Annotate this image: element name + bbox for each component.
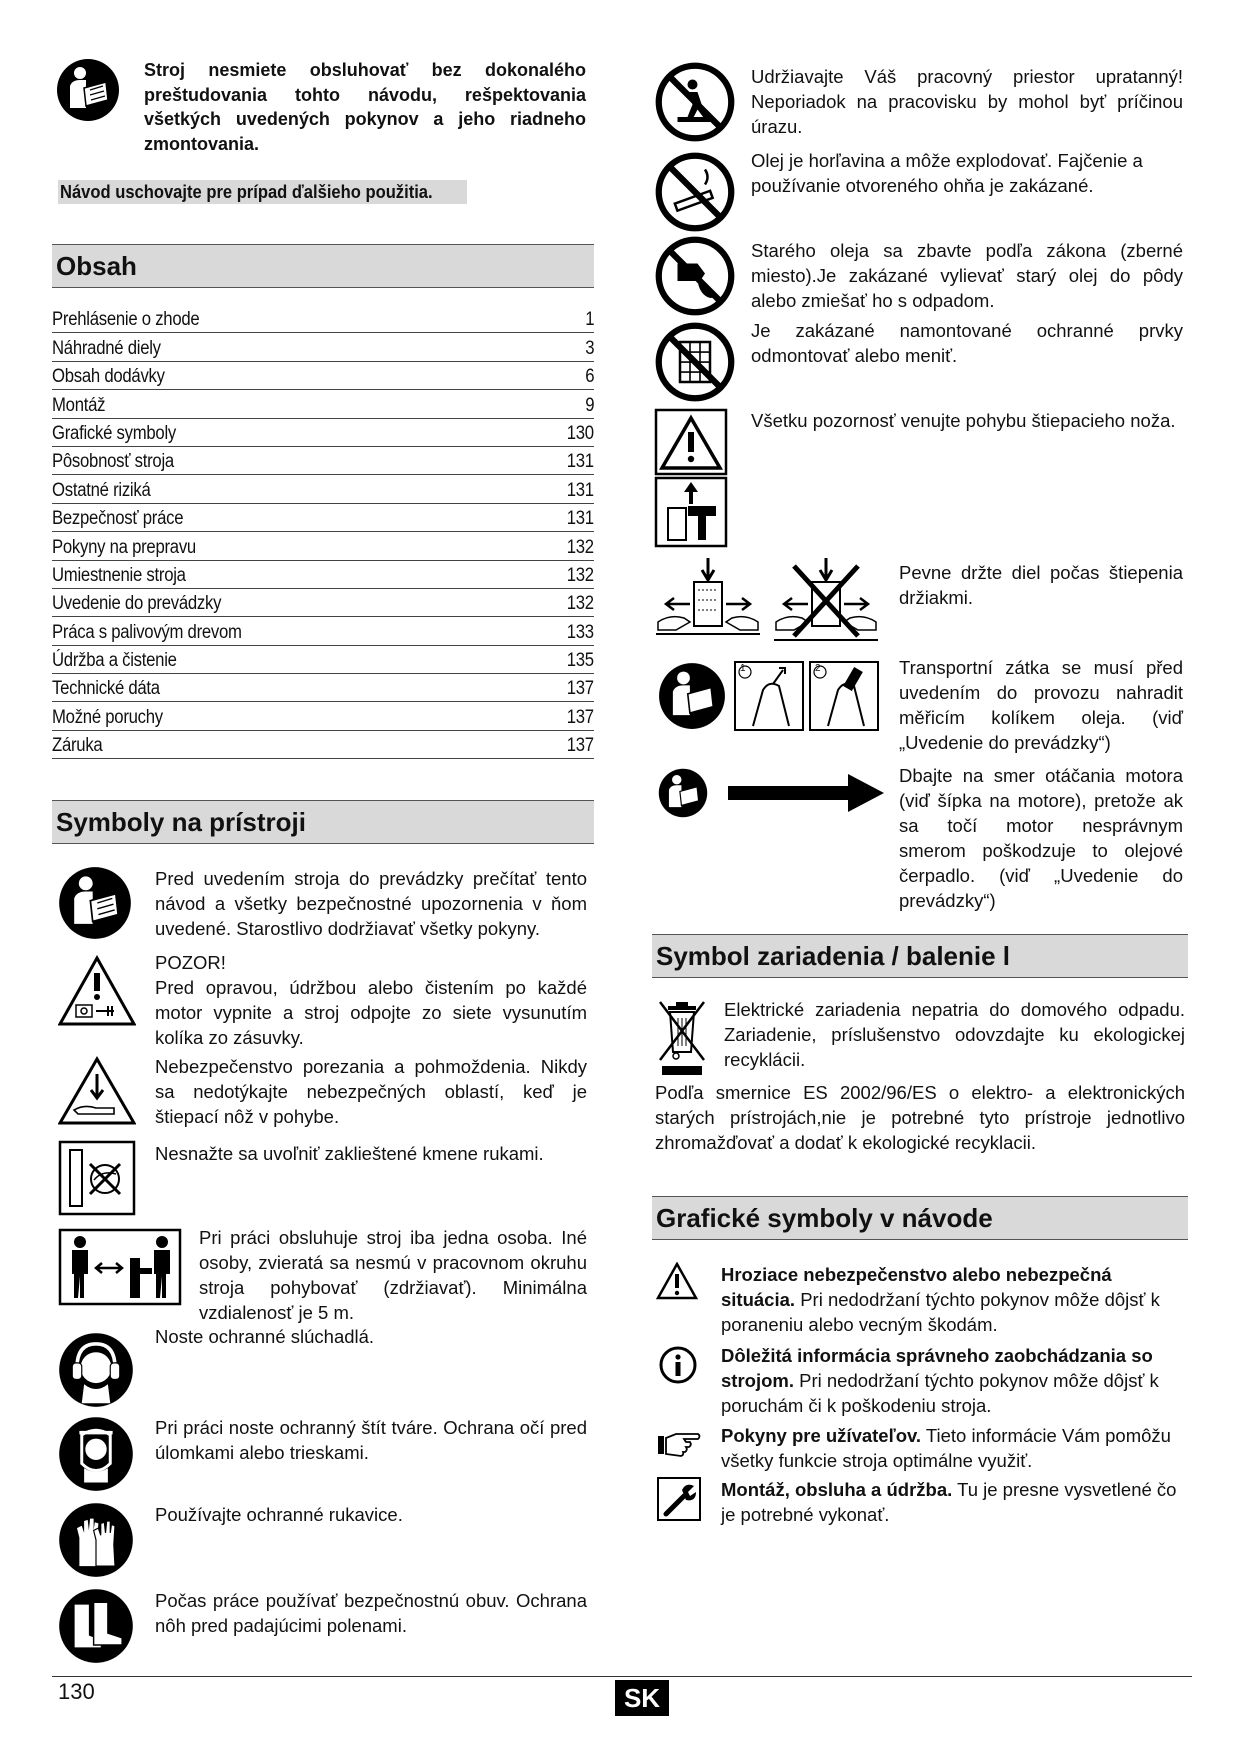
toc-row[interactable] bbox=[52, 333, 594, 361]
toc-row[interactable] bbox=[52, 731, 594, 759]
old-oil-text bbox=[751, 238, 1183, 313]
toc-item-label: Práca s palivovým drevom bbox=[52, 621, 242, 643]
read-manual-icon bbox=[58, 866, 132, 940]
toc-item-page: 132 bbox=[566, 536, 594, 558]
toc-row[interactable] bbox=[52, 674, 594, 702]
toc-item-page: 132 bbox=[566, 564, 594, 586]
safety-boots-icon bbox=[58, 1588, 134, 1664]
guards-label: Je zakázané namontované ochranné prvky odmontovať alebo meniť. bbox=[751, 320, 1183, 366]
toc-row[interactable] bbox=[52, 504, 594, 532]
cut-hazard-text bbox=[155, 1054, 587, 1129]
face-shield-text bbox=[155, 1415, 587, 1465]
toc-title: Obsah bbox=[56, 251, 137, 281]
user-entry bbox=[721, 1423, 1185, 1473]
toc-list bbox=[52, 305, 594, 759]
toc-item-page: 135 bbox=[566, 650, 594, 672]
ear-protection-label: Noste ochranné slúchadlá. bbox=[155, 1326, 375, 1347]
intro-warning bbox=[144, 58, 586, 156]
stuck-logs-label: Nesnažte sa uvoľniť zaklieštené kmene rukami. bbox=[155, 1143, 544, 1164]
page-number-text: 130 bbox=[58, 1679, 95, 1704]
face-shield-label: Pri práci noste ochranný štít tváre. Ochrana očí pred úlomkami alebo trieskami. bbox=[155, 1417, 587, 1463]
ear-protection-text bbox=[155, 1324, 587, 1349]
toc-item-label: Technické dáta bbox=[52, 678, 160, 700]
toc-item-label: Obsah dodávky bbox=[52, 366, 165, 388]
caution-text bbox=[155, 975, 587, 1050]
toc-row[interactable] bbox=[52, 617, 594, 645]
ear-protection-icon bbox=[58, 1332, 134, 1408]
tidy-label: Udržiavajte Váš pracovný priestor upratanný! Neporiadok na pracovisku by mohol byť príčinou úrazu. bbox=[751, 66, 1183, 137]
gloves-icon bbox=[58, 1502, 134, 1578]
toc-item-page: 132 bbox=[566, 593, 594, 615]
toc-row[interactable] bbox=[52, 702, 594, 730]
language-badge bbox=[615, 1680, 669, 1716]
language-badge-text: SK bbox=[623, 1683, 661, 1713]
caution-title-label: POZOR! bbox=[155, 952, 226, 973]
toc-item-label: Grafické symboly bbox=[52, 422, 176, 444]
manual-symbols-heading bbox=[652, 1196, 1188, 1240]
motor-direction-text bbox=[899, 763, 1183, 913]
no-hands-stuck-log-icon bbox=[58, 1140, 136, 1216]
motor-direction-label: Dbajte na smer otáčania motora (viď šípka na motore), pretože ak sa točí motor nesprávnym smerom poškodzuje to olejové čerpadlo. (viď „Uvedenie do prevádzky“) bbox=[899, 765, 1183, 911]
gloves-label: Používajte ochranné rukavice. bbox=[155, 1504, 403, 1525]
toc-item-label: Možné poruchy bbox=[52, 706, 163, 728]
toc-item-label: Náhradné diely bbox=[52, 337, 161, 359]
read-manual-icon bbox=[658, 662, 726, 730]
info-bold: Dôležitá informácia správneho zaobchádzania so strojom. bbox=[721, 1345, 1153, 1391]
directive-text bbox=[655, 1080, 1185, 1155]
caution-title bbox=[155, 950, 226, 975]
hold-part-text bbox=[899, 560, 1183, 610]
toc-item-page: 130 bbox=[566, 422, 594, 444]
weee-label: Elektrické zariadenia nepatria do domového odpadu. Zariadenie, príslušenstvo odovzdajte ku ekologickej recyklácii. bbox=[724, 999, 1185, 1070]
old-oil-label: Starého oleja sa zbavte podľa zákona (zberné miesto).Je zakázané vylievať starý olej do pôdy alebo zmiešať ho s odpadom. bbox=[751, 240, 1183, 311]
no-guard-removal-icon bbox=[655, 322, 735, 402]
oil-fire-text bbox=[751, 148, 1183, 198]
toc-row[interactable] bbox=[52, 561, 594, 589]
info-text: Pri nedodržaní týchto pokynov môže dôjsť k poruchám či k poškodeniu stroja. bbox=[721, 1370, 1159, 1416]
user-bold: Pokyny pre užívateľov. bbox=[721, 1425, 922, 1446]
toc-item-page: 137 bbox=[566, 735, 594, 757]
pointing-hand-icon bbox=[656, 1428, 702, 1458]
tidy-text bbox=[751, 64, 1183, 139]
one-person-label: Pri práci obsluhuje stroj iba jedna osoba. Iné osoby, zvieratá sa nesmú v pracovnom okruhu stroja pohybovať (zdržiavať). Minimálna vzdialenosť je 5 m. bbox=[199, 1227, 587, 1323]
packaging-heading bbox=[652, 934, 1188, 978]
toc-row[interactable] bbox=[52, 475, 594, 503]
cut-hazard-icon bbox=[58, 1056, 136, 1126]
toc-item-page: 131 bbox=[566, 479, 594, 501]
toc-item-page: 9 bbox=[584, 394, 594, 416]
caution-text-label: Pred opravou, údržbou alebo čistením po každé motor vypnite a stroj odpojte zo siete vysunutím kolíka zo zásuvky. bbox=[155, 977, 587, 1048]
user-text: Tieto informácie Vám pomôžu všetky funkcie stroja optimálne využiť. bbox=[721, 1425, 1171, 1471]
oil-fire-label: Olej je horľavina a môže explodovať. Fajčenie a používanie otvoreného ohňa je zakázané. bbox=[751, 150, 1143, 196]
toc-item-page: 1 bbox=[584, 309, 594, 331]
packaging-title: Symbol zariadenia / balenie l bbox=[656, 941, 1011, 971]
face-shield-icon bbox=[58, 1416, 134, 1492]
transport-plug-label: Transportní zátka se musí před uvedením do provozu nahradit měřicím kolíkem oleja. (viď „Uvedenie do prevádzky“) bbox=[899, 657, 1183, 753]
toc-item-label: Ostatné riziká bbox=[52, 479, 151, 501]
toc-row[interactable] bbox=[52, 589, 594, 617]
step-1-label: 1 bbox=[740, 663, 746, 674]
toc-item-label: Montáž bbox=[52, 394, 106, 416]
toc-item-label: Pôsobnosť stroja bbox=[52, 451, 174, 473]
assembly-entry bbox=[721, 1477, 1185, 1527]
keep-manual-note bbox=[58, 180, 467, 204]
two-hand-hold-icon bbox=[654, 556, 762, 646]
toc-row[interactable] bbox=[52, 447, 594, 475]
toc-item-label: Pokyny na prepravu bbox=[52, 536, 196, 558]
warning-unplug-icon bbox=[58, 955, 136, 1027]
toc-item-label: Prehlásenie o zhode bbox=[52, 309, 200, 331]
toc-item-page: 137 bbox=[566, 678, 594, 700]
page-number bbox=[58, 1678, 95, 1706]
toc-row[interactable] bbox=[52, 390, 594, 418]
read-manual-text bbox=[155, 866, 587, 941]
rotation-direction-arrow-icon bbox=[726, 772, 886, 814]
read-manual-icon bbox=[56, 58, 120, 122]
hold-part-label: Pevne držte diel počas štiepenia držiakmi. bbox=[899, 562, 1183, 608]
danger-bold: Hroziace nebezpečenstvo alebo nebezpečná situácia. bbox=[721, 1264, 1112, 1310]
boots-label: Počas práce používať bezpečnostnú obuv. Ochrana nôh pred padajúcimi polenami. bbox=[155, 1590, 587, 1636]
info-icon bbox=[659, 1346, 697, 1384]
toc-heading bbox=[52, 244, 594, 288]
wrench-icon bbox=[656, 1476, 702, 1522]
transport-plug-text bbox=[899, 655, 1183, 755]
toc-row[interactable] bbox=[52, 419, 594, 447]
toc-item-label: Bezpečnosť práce bbox=[52, 508, 184, 530]
step-2-label: 2 bbox=[815, 663, 821, 674]
no-clutter-icon bbox=[655, 62, 735, 142]
toc-row[interactable] bbox=[52, 532, 594, 560]
knife-motion-label: Všetku pozornosť venujte pohybu štiepacieho noža. bbox=[751, 410, 1176, 431]
toc-item-page: 3 bbox=[584, 337, 594, 359]
guards-text bbox=[751, 318, 1183, 368]
device-symbols-heading bbox=[52, 800, 594, 844]
knife-motion-text bbox=[751, 408, 1183, 433]
toc-item-label: Uvedenie do prevádzky bbox=[52, 593, 222, 615]
one-operator-icon bbox=[58, 1228, 182, 1306]
knife-motion-warning-icon bbox=[654, 408, 728, 548]
gloves-text bbox=[155, 1502, 587, 1527]
weee-text bbox=[724, 997, 1185, 1072]
directive-label: Podľa smernice ES 2002/96/ES o elektro- a elektronických starých prístrojách,nie je potrebné tyto prístroje jednotlivo zhromažďovať a dodať k ekologické recyklacii. bbox=[655, 1082, 1185, 1153]
boots-text bbox=[155, 1588, 587, 1638]
stuck-logs-text bbox=[155, 1141, 587, 1166]
info-entry bbox=[721, 1343, 1185, 1418]
danger-text: Pri nedodržaní týchto pokynov môže dôjsť k poraneniu alebo vecným škodám. bbox=[721, 1289, 1160, 1335]
toc-item-page: 131 bbox=[566, 451, 594, 473]
danger-entry bbox=[721, 1262, 1185, 1337]
device-symbols-title: Symboly na prístroji bbox=[56, 807, 306, 837]
weee-bin-icon bbox=[656, 996, 708, 1078]
toc-row[interactable] bbox=[52, 646, 594, 674]
no-smoking-fire-icon bbox=[655, 152, 735, 232]
toc-row[interactable] bbox=[52, 362, 594, 390]
read-manual-label: Pred uvedením stroja do prevádzky prečítať tento návod a všetky bezpečnostné upozornenia v ňom uvedené. Starostlivo dodržiavať všetky pokyny. bbox=[155, 868, 587, 939]
assembly-text: Tu je presne vysvetlené čo je potrebné vykonať. bbox=[721, 1479, 1177, 1525]
footer-rule bbox=[52, 1676, 1192, 1677]
toc-item-label: Umiestnenie stroja bbox=[52, 564, 186, 586]
toc-item-label: Záruka bbox=[52, 735, 103, 757]
toc-item-page: 131 bbox=[566, 508, 594, 530]
toc-item-page: 133 bbox=[566, 621, 594, 643]
toc-item-page: 137 bbox=[566, 706, 594, 728]
toc-row[interactable] bbox=[52, 305, 594, 333]
no-oil-dumping-icon bbox=[655, 236, 735, 316]
no-single-hand-hold-icon bbox=[772, 556, 880, 646]
one-person-text bbox=[199, 1225, 587, 1325]
cut-hazard-label: Nebezpečenstvo porezania a pohmoždenia. Nikdy sa nedotýkajte nebezpečných oblastí, keď je štiepací nôž v pohybe. bbox=[155, 1056, 587, 1127]
assembly-bold: Montáž, obsluha a údržba. bbox=[721, 1479, 953, 1500]
manual-symbols-title: Grafické symboly v návode bbox=[656, 1203, 993, 1233]
read-manual-icon bbox=[658, 768, 708, 818]
danger-triangle-icon bbox=[656, 1262, 698, 1300]
keep-manual-text: Návod uschovajte pre prípad ďalšieho použitia. bbox=[60, 182, 433, 202]
toc-item-label: Údržba a čistenie bbox=[52, 650, 177, 672]
toc-item-page: 6 bbox=[584, 366, 594, 388]
intro-warning-text: Stroj nesmiete obsluhovať bez dokonalého preštudovania tohto návodu, rešpektovania všetkých uvedených pokynov a jeho riadneho zmontovania. bbox=[144, 60, 586, 154]
